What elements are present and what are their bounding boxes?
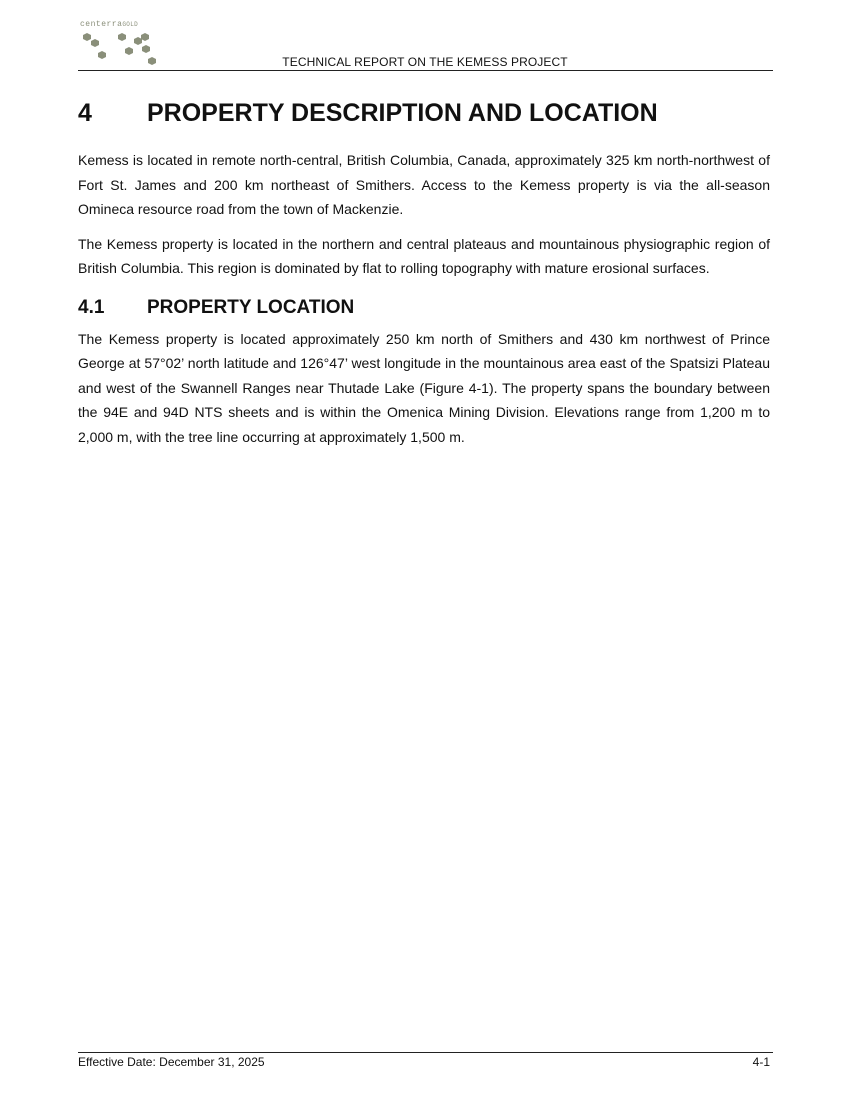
page-number: 4-1 (752, 1055, 770, 1069)
subsection-heading (78, 295, 770, 321)
footer-divider (78, 1052, 773, 1053)
paragraph: The Kemess property is located in the northern and central plateaus and mountainous physiographic region of British Columbia. This region is dominated by flat to rolling topography with mature erosional surfaces. (78, 235, 770, 276)
section-number: 4 (78, 99, 92, 127)
header-divider (78, 70, 773, 71)
subsection-title: PROPERTY LOCATION (147, 296, 355, 318)
subsection-number: 4.1 (78, 296, 105, 318)
report-title: TECHNICAL REPORT ON THE KEMESS PROJECT (282, 55, 568, 69)
main-content (78, 96, 770, 449)
paragraph: The Kemess property is located approximately 250 km north of Smithers and 430 km northwest of Prince George at 57°02’ north latitude and 126°47’ west longitude in the mountainous area east of the Spatsizi Plateau and west of the Swannell Ranges near Thutade Lake (Figure 4-1). The property spans the boundary between the 94E and 94D NTS sheets and is within the Omenica Mining Division. Elevations range from 1,200 m to 2,000 m, with the tree line occurring at approximately 1,500 m. (78, 330, 770, 445)
effective-date: Effective Date: December 31, 2025 (78, 1055, 265, 1069)
section-heading (78, 96, 770, 130)
section-title: PROPERTY DESCRIPTION AND LOCATION (147, 99, 658, 127)
logo-wordmark: centerraGOLD (80, 20, 139, 29)
paragraph: Kemess is located in remote north-central, British Columbia, Canada, approximately 325 km north-northwest of Fort St. James and 200 km northeast of Smithers. Access to the Kemess property is via the all-season Omineca resource road from the town of Mackenzie. (78, 152, 770, 217)
